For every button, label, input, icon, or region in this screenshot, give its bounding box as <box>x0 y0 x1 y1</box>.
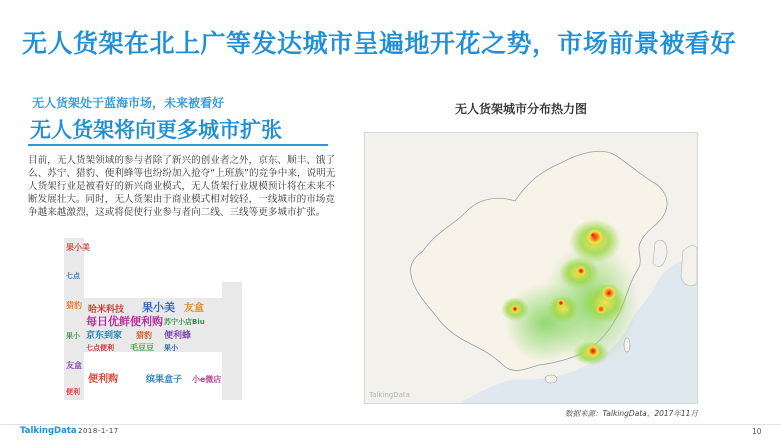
wordcloud-word: 友盒 <box>66 361 82 370</box>
body-paragraph: 目前，无人货架领域的参与者除了新兴的创业者之外，京东、顺丰、饿了么、苏宁、猎豹、便利蜂等也纷纷加入抢夺“上班族”的竞争中来，说明无人货架行业是被看好的新兴商业模式，无人货架行业规模预计将在未来不断发展壮大。同时，无人货架由于商业模式相对较轻，一线城市的市场竞争越来越激烈，这或将促使行业参与者向二线、三线等更多城市扩张。 <box>28 155 336 218</box>
heat-map <box>364 132 698 404</box>
heat-map-canvas <box>365 133 697 403</box>
wordcloud-word: 果小 <box>66 332 80 340</box>
japan <box>681 245 697 286</box>
wordcloud-word: 毛豆豆 <box>130 343 154 352</box>
data-source-note: 数据来源：TalkingData，2017年11月 <box>565 409 698 418</box>
slide-title: 无人货架在北上广等发达城市呈遍地开花之势，市场前景被看好 <box>22 29 737 58</box>
wordcloud-word: 果小美 <box>66 243 90 252</box>
wordcloud-word: 便利购 <box>88 374 118 385</box>
wordcloud-word: 友盒 <box>184 303 204 314</box>
wordcloud-word: 苏宁小店Biu <box>164 318 205 326</box>
wordcloud-word: 果小 <box>164 344 178 352</box>
wordcloud-word: 猎豹 <box>66 301 82 310</box>
wordcloud-word: 便利蜂 <box>164 331 192 341</box>
map-title: 无人货架城市分布热力图 <box>455 102 588 116</box>
heat-hotspot <box>585 227 605 247</box>
heat-hotspot <box>595 303 607 315</box>
section-heading: 无人货架将向更多城市扩张 <box>30 118 282 142</box>
brand-logo: TalkingData <box>20 426 77 436</box>
wordcloud-word: 京东到家 <box>86 331 123 341</box>
heading-underline <box>28 144 328 146</box>
brand-wordcloud <box>64 238 242 400</box>
wordcloud-word: 缤果盒子 <box>146 375 183 385</box>
footer-divider <box>0 424 781 425</box>
map-watermark: TalkingData <box>369 391 410 399</box>
page-number: 10 <box>752 427 762 436</box>
wordcloud-word: 每日优鲜便利购 <box>86 315 163 328</box>
wordcloud-word: 果小美 <box>142 301 175 314</box>
wordcloud-word: 小e微店 <box>192 375 222 384</box>
wordcloud-word: 便利 <box>66 388 80 396</box>
section-subtitle: 无人货架处于蓝海市场，未来被看好 <box>32 96 225 110</box>
wordcloud-word: 七点便利 <box>86 344 114 352</box>
wordcloud-word: 七点 <box>66 272 80 280</box>
wordcloud-word: 哈米科技 <box>88 305 125 315</box>
wordcloud-word: 猎豹 <box>136 331 152 340</box>
footer-date: 2018-1-17 <box>78 427 119 435</box>
